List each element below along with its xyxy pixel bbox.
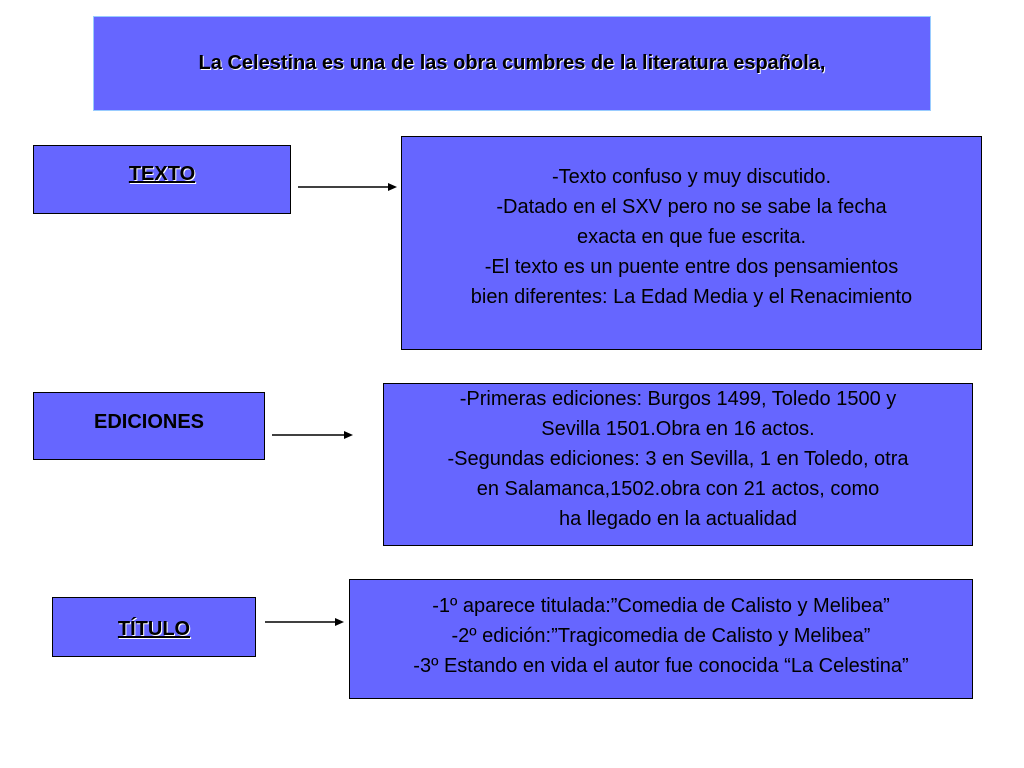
ediciones-line: ha llegado en la actualidad xyxy=(559,507,797,530)
titulo-line: -1º aparece titulada:”Comedia de Calisto y Melibea” xyxy=(432,595,890,617)
titulo-label-box xyxy=(52,597,256,657)
ediciones-line: -Primeras ediciones: Burgos 1499, Toledo 1500 y xyxy=(459,387,897,410)
titulo-description xyxy=(413,591,908,681)
texto-line: exacta en que fue escrita. xyxy=(576,226,807,248)
ediciones-line: -Segundas ediciones: 3 en Sevilla, 1 en Toledo, otra xyxy=(447,447,909,470)
ediciones-description xyxy=(447,384,908,534)
texto-line: -Datado en el SXV pero no se sabe la fecha xyxy=(496,196,887,218)
title-box xyxy=(93,16,931,111)
texto-description xyxy=(471,162,912,312)
ediciones-arrow-icon xyxy=(272,428,354,442)
titulo-label: TÍTULO xyxy=(117,618,191,640)
slide-title: La Celestina es una de las obra cumbres de la literatura española, xyxy=(198,52,826,74)
titulo-line: -2º edición:”Tragicomedia de Calisto y Melibea” xyxy=(451,625,871,647)
texto-line: -Texto confuso y muy discutido. xyxy=(551,166,831,188)
ediciones-line: Sevilla 1501.Obra en 16 actos. xyxy=(541,417,815,440)
texto-label-box xyxy=(33,145,291,214)
titulo-line: -3º Estando en vida el autor fue conocida “La Celestina” xyxy=(413,655,909,677)
texto-arrow-icon xyxy=(298,180,398,194)
texto-line: bien diferentes: La Edad Media y el Renacimiento xyxy=(470,286,913,308)
ediciones-label-box xyxy=(33,392,265,460)
texto-line: -El texto es un puente entre dos pensamientos xyxy=(484,256,899,278)
ediciones-line: en Salamanca,1502.obra con 21 actos, como xyxy=(476,477,880,500)
ediciones-label: EDICIONES xyxy=(93,411,205,433)
ediciones-description-box xyxy=(383,383,973,546)
titulo-description-box xyxy=(349,579,973,699)
titulo-arrow-icon xyxy=(265,615,345,629)
texto-description-box xyxy=(401,136,982,350)
texto-label: TEXTO xyxy=(128,162,196,185)
